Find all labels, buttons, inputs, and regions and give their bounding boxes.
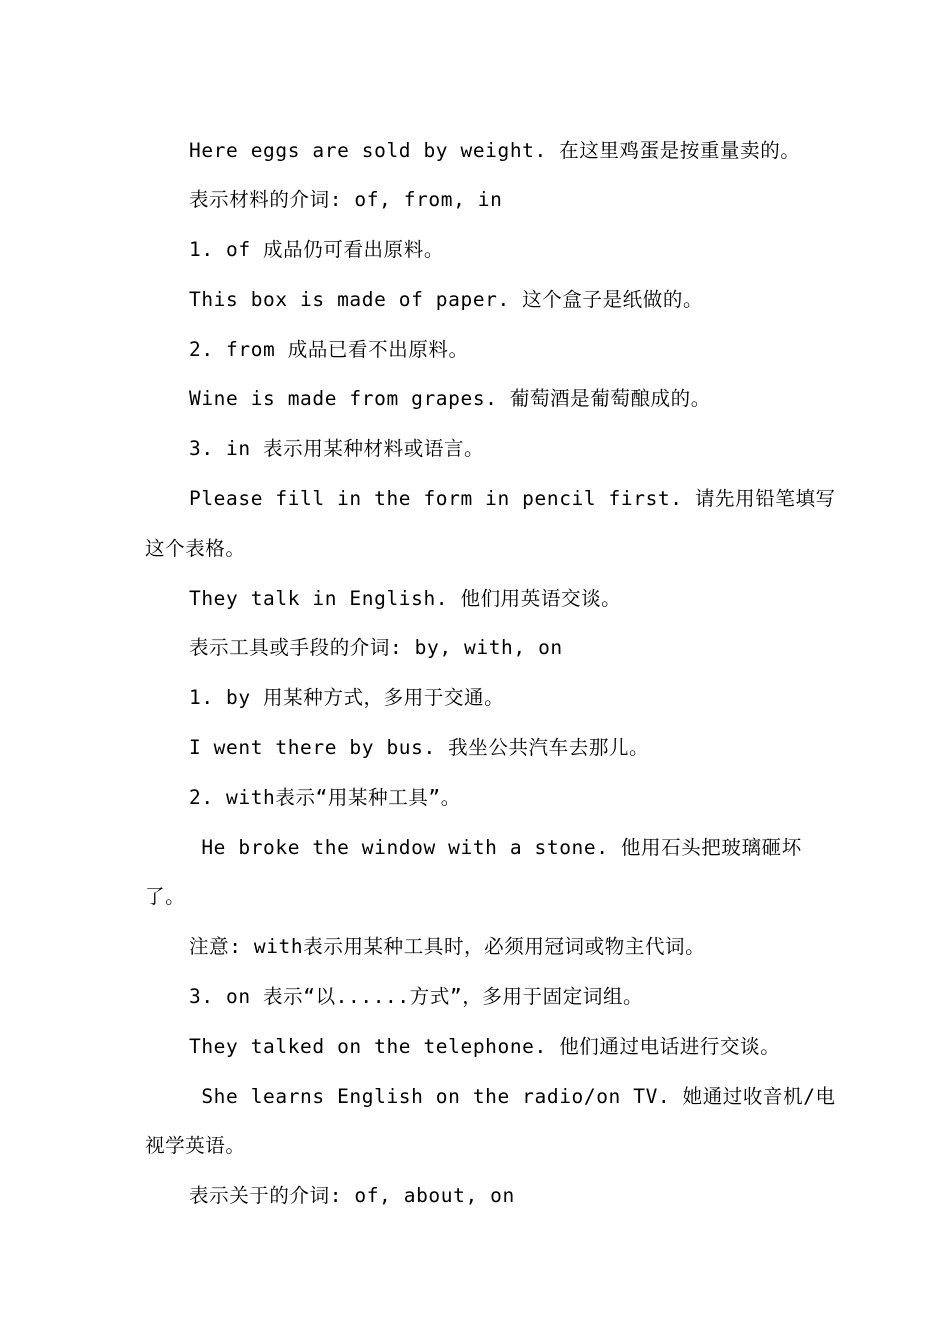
- text-line: 视学英语。: [145, 1134, 246, 1157]
- text-line: 1. by 用某种方式，多用于交通。: [189, 686, 505, 709]
- text-line: 注意: with表示用某种工具时，必须用冠词或物主代词。: [189, 935, 706, 958]
- text-line: I went there by bus. 我坐公共汽车去那儿。: [189, 736, 650, 759]
- text-line: She learns English on the radio/on TV. 她通过收音机/电: [189, 1085, 836, 1108]
- text-line: He broke the window with a stone. 他用石头把玻璃砸坏: [189, 836, 802, 859]
- text-line: 表示材料的介词: of, from, in: [189, 188, 503, 211]
- text-line: They talked on the telephone. 他们通过电话进行交谈。: [189, 1035, 781, 1058]
- text-line: 2. from 成品已看不出原料。: [189, 338, 469, 361]
- text-line: Here eggs are sold by weight. 在这里鸡蛋是按重量卖的。: [189, 139, 801, 162]
- text-line: 1. of 成品仍可看出原料。: [189, 238, 444, 261]
- text-line: 这个表格。: [145, 537, 246, 560]
- text-line: Wine is made from grapes. 葡萄酒是葡萄酿成的。: [189, 387, 711, 410]
- text-line: This box is made of paper. 这个盒子是纸做的。: [189, 288, 704, 311]
- text-line: 表示工具或手段的介词: by, with, on: [189, 636, 563, 659]
- text-line: 表示关于的介词: of, about, on: [189, 1184, 515, 1207]
- text-line: 了。: [145, 885, 186, 908]
- text-line: 3. on 表示“以......方式”，多用于固定词组。: [189, 985, 644, 1008]
- text-line: 2. with表示“用某种工具”。: [189, 786, 461, 809]
- text-line: Please fill in the form in pencil first. 请先用铅笔填写: [189, 487, 836, 510]
- text-line: 3. in 表示用某种材料或语言。: [189, 437, 485, 460]
- text-line: They talk in English. 他们用英语交谈。: [189, 587, 622, 610]
